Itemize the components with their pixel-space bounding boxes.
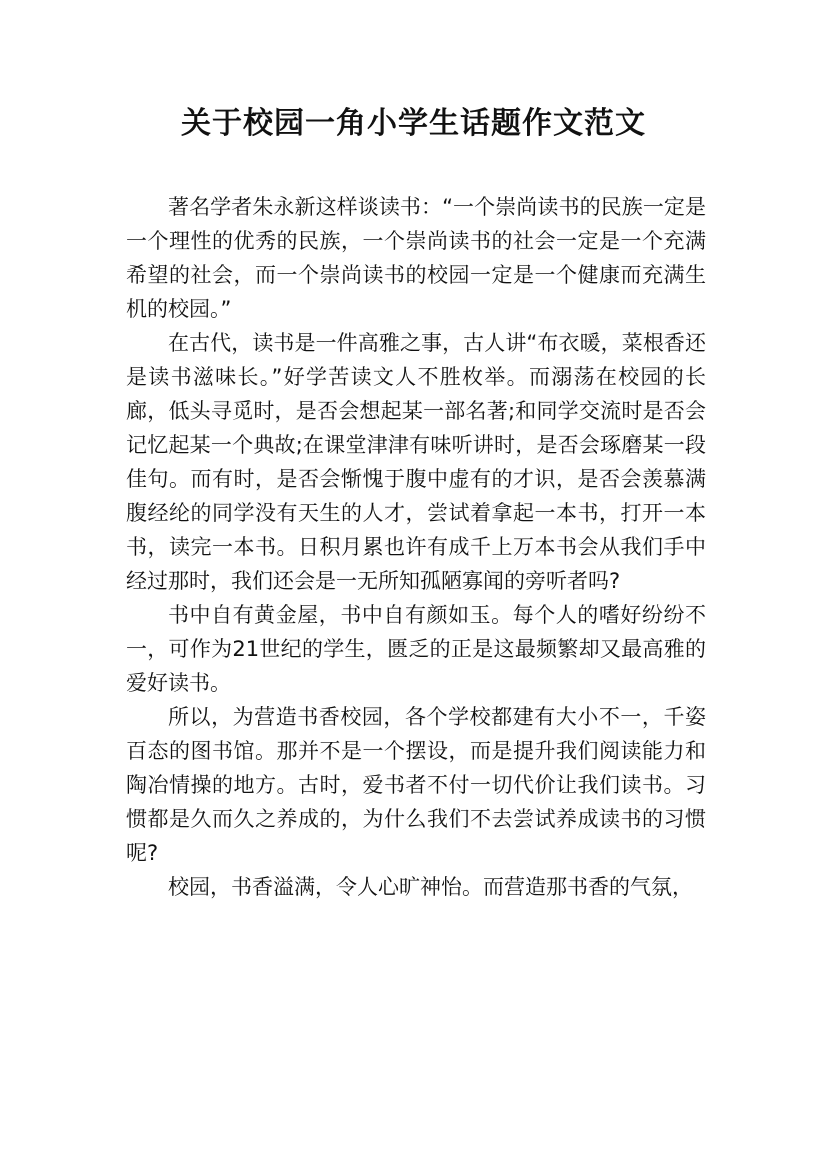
paragraph-1: 著名学者朱永新这样谈读书：“一个崇尚读书的民族一定是一个理性的优秀的民族，一个崇尚读书的社会一定是一个充满希望的社会，而一个崇尚读书的校园一定是一个健康而充满生机的校园。” — [126, 195, 706, 321]
paragraph-2: 在古代，读书是一件高雅之事，古人讲“布衣暖，菜根香还是读书滋味长。”好学苦读文人不胜枚举。而溺荡在校园的长廊，低头寻觅时，是否会想起某一部名著;和同学交流时是否会记忆起某一个典故;在课堂津津有味听讲时，是否会琢磨某一段佳句。而有时，是否会惭愧于腹中虚有的才识，是否会羡慕满腹经纶的同学没有天生的人才，尝试着拿起一本书，打开一本书，读完一本书。日积月累也许有成千上万本书会从我们手中经过那时，我们还会是一无所知孤陋寡闻的旁听者吗? — [126, 331, 706, 593]
document-body — [126, 190, 706, 904]
document-title: 关于校园一角小学生话题作文范文 — [181, 106, 646, 141]
paragraph-3: 书中自有黄金屋，书中自有颜如玉。每个人的嗜好纷纷不一，可作为21世纪的学生，匮乏的正是这最频繁却又最高雅的爱好读书。 — [126, 603, 706, 695]
paragraph-5: 校园，书香溢满，令人心旷神怡。而营造那书香的气氛， — [168, 875, 693, 899]
paragraph-4: 所以，为营造书香校园，各个学校都建有大小不一，千姿百态的图书馆。那并不是一个摆设，而是提升我们阅读能力和陶冶情操的地方。古时，爱书者不付一切代价让我们读书。习惯都是久而久之养成的，为什么我们不去尝试养成读书的习惯呢? — [126, 705, 706, 865]
